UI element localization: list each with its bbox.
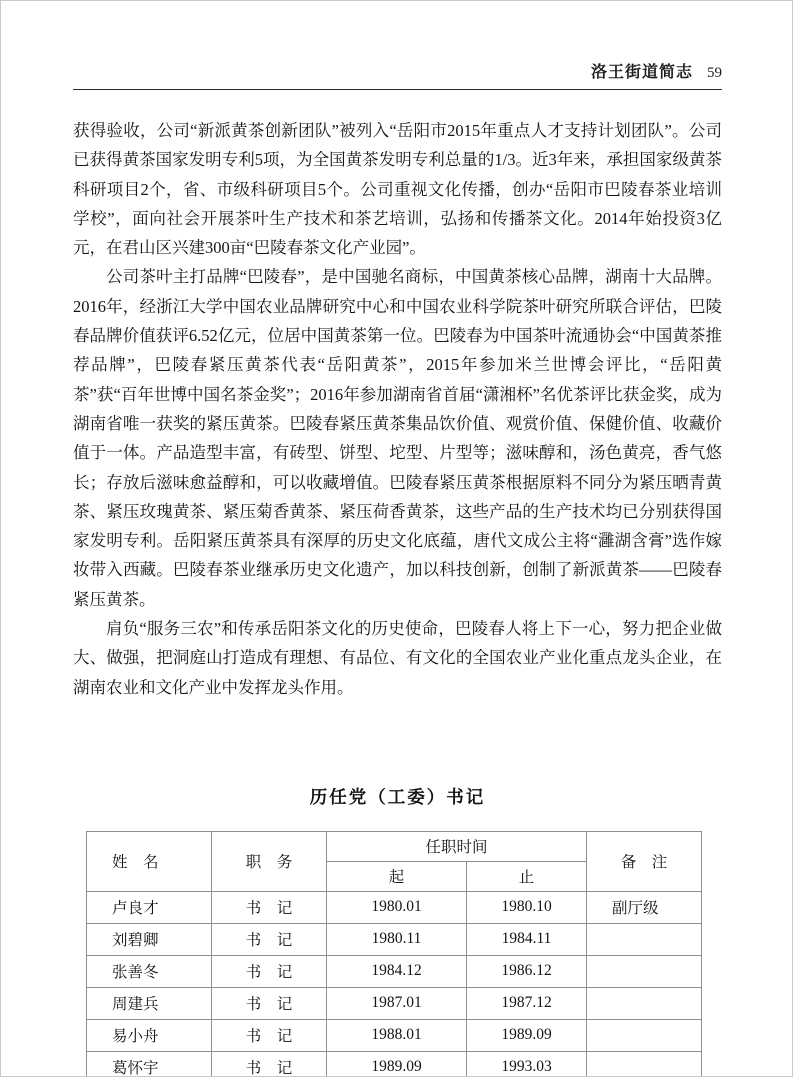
table-row [87,923,702,955]
cell-note [587,1051,702,1077]
body-text [73,116,722,702]
cell-start: 1984.12 [327,955,467,987]
paragraph: 获得验收，公司“新派黄茶创新团队”被列入“岳阳市2015年重点人才支持计划团队”。公司已获得黄茶国家发明专利5项，为全国黄茶发明专利总量的1/3。近3年来，承担国家级黄茶科研项目2个，省、市级科研项目5个。公司重视文化传播，创办“岳阳市巴陵春茶业培训学校”，面向社会开展茶叶生产技术和茶艺培训，弘扬和传播茶文化。2014年始投资3亿元，在君山区兴建300亩“巴陵春茶文化产业园”。 [73,121,722,258]
cell-end: 1989.09 [467,1019,587,1051]
cell-start: 1987.01 [327,987,467,1019]
page-number: 59 [707,65,722,81]
table-row [87,1051,702,1077]
cell-end: 1993.03 [467,1051,587,1077]
cell-position: 书 记 [212,891,327,923]
cell-end: 1986.12 [467,955,587,987]
cell-position: 书 记 [212,987,327,1019]
cell-name: 张善冬 [87,955,212,987]
cell-name: 葛怀宇 [87,1051,212,1077]
cell-note [587,923,702,955]
cell-start: 1988.01 [327,1019,467,1051]
header-position: 职 务 [212,831,327,891]
cell-name: 周建兵 [87,987,212,1019]
table-row [87,987,702,1019]
header-end: 止 [467,861,587,891]
cell-position: 书 记 [212,923,327,955]
book-title: 洛王街道简志 [590,64,693,81]
cell-position: 书 记 [212,1051,327,1077]
paragraph: 公司茶叶主打品牌“巴陵春”，是中国驰名商标，中国黄茶核心品牌，湖南十大品牌。2016年，经浙江大学中国农业品牌研究中心和中国农业科学院茶叶研究所联合评估，巴陵春品牌价值获评6.52亿元，位居中国黄茶第一位。巴陵春为中国茶叶流通协会“中国黄茶推荐品牌”，巴陵春紧压黄茶代表“岳阳黄茶”，2015年参加米兰世博会评比，“岳阳黄茶”获“百年世博中国名茶金奖”；2016年参加湖南省首届“潇湘杯”名优茶评比获金奖，成为湖南省唯一获奖的紧压黄茶。巴陵春紧压黄茶集品饮价值、观赏价值、保健价值、收藏价值于一体。产品造型丰富，有砖型、饼型、坨型、片型等；滋味醇和，汤色黄亮，香气悠长；存放后滋味愈益醇和，可以收藏增值。巴陵春紧压黄茶根据原料不同分为紧压晒青黄茶、紧压玫瑰黄茶、紧压菊香黄茶、紧压荷香黄茶，这些产品的生产技术均已分别获得国家发明专利。岳阳紧压黄茶具有深厚的历史文化底蕴，唐代文成公主将“灉湖含膏”选作嫁妆带入西藏。巴陵春茶业继承历史文化遗产，加以科技创新，创制了新派黄茶——巴陵春紧压黄茶。 [73,267,722,609]
cell-position: 书 记 [212,955,327,987]
table-row [87,891,702,923]
paragraph: 肩负“服务三农”和传承岳阳茶文化的历史使命，巴陵春人将上下一心，努力把企业做大、做强，把洞庭山打造成有理想、有品位、有文化的全国农业产业化重点龙头企业，在湖南农业和文化产业中发挥龙头作用。 [73,619,722,697]
cell-note [587,987,702,1019]
cell-name: 刘碧卿 [87,923,212,955]
cell-start: 1980.01 [327,891,467,923]
cell-name: 易小舟 [87,1019,212,1051]
running-header [73,59,722,90]
header-name: 姓 名 [87,831,212,891]
cell-name: 卢良才 [87,891,212,923]
header-start: 起 [327,861,467,891]
cell-note: 副厅级 [587,891,702,923]
table-body [87,891,702,1077]
header-note: 备 注 [587,831,702,891]
cell-note [587,1019,702,1051]
table-header-row [87,831,702,861]
cell-end: 1987.12 [467,987,587,1019]
cell-end: 1984.11 [467,923,587,955]
cell-start: 1980.11 [327,923,467,955]
table-row [87,955,702,987]
cell-start: 1989.09 [327,1051,467,1077]
cell-end: 1980.10 [467,891,587,923]
page-content [73,59,722,1077]
table-row [87,1019,702,1051]
table-header [87,831,702,891]
header-tenure: 任职时间 [327,831,587,861]
cell-position: 书 记 [212,1019,327,1051]
officials-table [86,831,702,1077]
cell-note [587,955,702,987]
table-title: 历任党（工委）书记 [309,786,486,807]
